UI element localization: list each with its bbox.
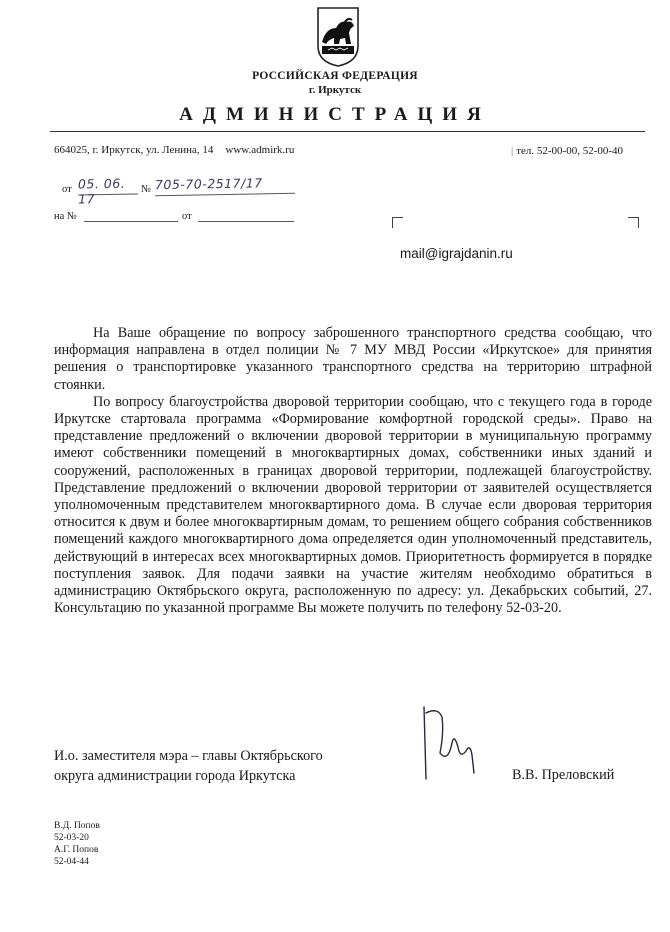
executor-2-phone: 52-04-44 xyxy=(54,857,89,867)
executor-1-name: В.Д. Попов xyxy=(54,821,100,831)
paragraph-vehicle: На Ваше обращение по вопросу заброшенного транспортного средства сообщаю, что информация направлена в отдел полиции № 7 МУ МВД России «Иркутское» для принятия решения о транспортировке указанного транспортного средства на территорию штрафной стоянки. xyxy=(54,325,652,393)
header-divider xyxy=(50,131,645,132)
executors-block xyxy=(54,820,100,868)
recipient-email: mail@igrajdanin.ru xyxy=(400,246,513,261)
postal-address: 664025, г. Иркутск, ул. Ленина, 14 xyxy=(54,144,214,156)
phone-numbers: тел. 52-00-00, 52-00-40 xyxy=(516,145,624,157)
from-label: от xyxy=(62,184,72,195)
city-emblem xyxy=(316,6,360,68)
executor-2-name: А.Г. Попов xyxy=(54,845,99,855)
signatory-position xyxy=(54,746,323,786)
incoming-number-field xyxy=(84,211,178,222)
signatory-name: В.В. Преловский xyxy=(512,767,615,783)
website-link[interactable]: www.admirk.ru xyxy=(225,144,295,156)
address-corner-right xyxy=(628,217,639,228)
number-label: № xyxy=(141,184,152,195)
paragraph-landscaping: По вопросу благоустройства дворовой территории сообщаю, что с текущего года в городе Иркутске стартовала программа «Формирование комфортной городской среды». Право на представление предложений о включении дворовой территории в муниципальную программу имеют собственники помещений в многоквартирных домах, собственники иных зданий и сооружений, расположенных в границах дворовой территории, подлежащей благоустройству. Представление предложений о включении дворовой территории от заявителей осуществляется уполномоченным представителем многоквартирного дома. В случае если дворовая территория относится к двум и более многоквартирным домам, то решением общего собрания собственников помещений каждого многоквартирного дома определяется один уполномоченный представитель, действующий в интересах всех многоквартирных домов. Приоритетность формируется в порядке поступления заявок. Для подачи заявки на участие жителям необходимо обратиться в администрацию Октябрьского округа, расположенную по адресу: ул. Декабрьских событий, 27. Консультацию по указанной программе Вы можете получить по телефону 52-03-20. xyxy=(54,393,652,617)
position-line-2: округа администрации города Иркутска xyxy=(54,768,296,784)
outgoing-date: 05. 06. 17 xyxy=(78,175,138,195)
organization-name: АДМИНИСТРАЦИЯ xyxy=(179,104,491,125)
outgoing-number: 705-70-2517/17 xyxy=(155,175,295,196)
on-from-label: от xyxy=(182,211,192,222)
letter-body xyxy=(54,325,652,617)
address-line xyxy=(54,144,294,156)
on-number-label: на № xyxy=(54,211,77,222)
position-line-1: И.о. заместителя мэра – главы Октябрьского xyxy=(54,748,323,764)
handwritten-signature xyxy=(418,703,478,785)
incoming-date-field xyxy=(198,211,294,222)
city-name: г. Иркутск xyxy=(308,84,362,96)
country-name: РОССИЙСКАЯ ФЕДЕРАЦИЯ xyxy=(252,70,418,82)
executor-1-phone: 52-03-20 xyxy=(54,833,89,843)
address-corner-left xyxy=(392,217,403,228)
phone-line: | тел. 52-00-00, 52-00-40 xyxy=(511,145,624,157)
